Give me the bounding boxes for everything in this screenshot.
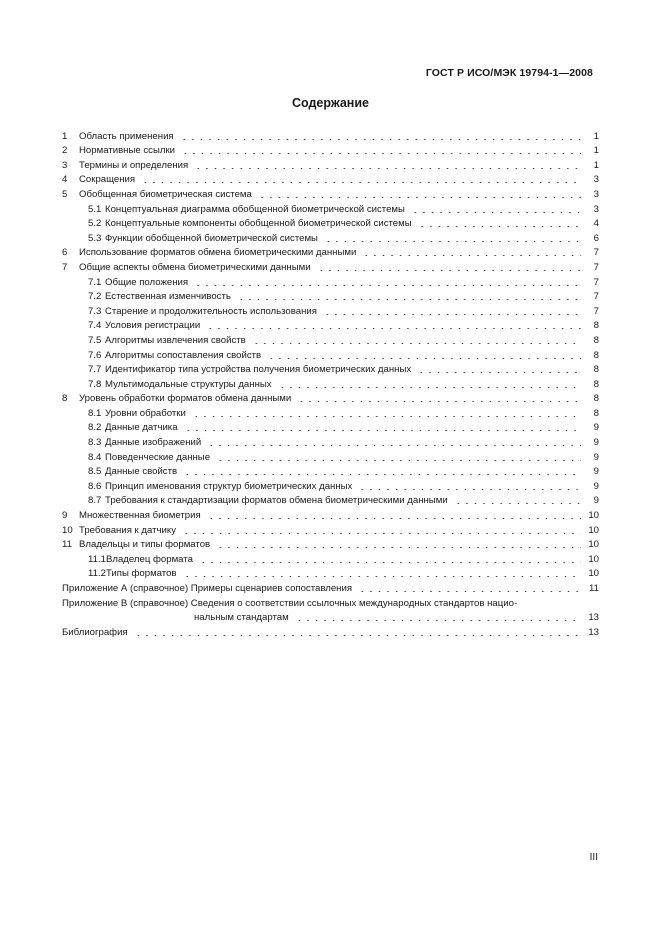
toc-entry-number: 5 bbox=[62, 188, 68, 200]
dot-leader bbox=[417, 372, 581, 373]
toc-entry-title: Идентификатор типа устройства получения биометрических данных bbox=[105, 364, 412, 376]
toc-entry-number: 8.7 bbox=[88, 495, 102, 507]
toc-entry-number: 2 bbox=[62, 145, 68, 157]
toc-entry-page: 8 bbox=[593, 393, 599, 405]
dot-leader bbox=[411, 212, 581, 213]
toc-entry[interactable] bbox=[62, 434, 599, 449]
toc-entry-number: 7.3 bbox=[88, 305, 102, 317]
dot-leader bbox=[358, 591, 581, 592]
toc-entry-page: 8 bbox=[593, 349, 599, 361]
toc-entry-number: 5.2 bbox=[88, 218, 102, 230]
toc-entry-number: 1 bbox=[62, 130, 68, 142]
dot-leader bbox=[184, 430, 581, 431]
toc-entry[interactable] bbox=[62, 186, 599, 201]
toc-entry-title: Условия регистрации bbox=[105, 320, 201, 332]
document-header: ГОСТ Р ИСО/МЭК 19794-1—2008 bbox=[425, 67, 593, 79]
toc-entry[interactable] bbox=[62, 318, 599, 333]
toc-entry[interactable] bbox=[62, 216, 599, 231]
toc-entry-number: 9 bbox=[62, 510, 68, 522]
toc-entry-page: 9 bbox=[593, 480, 599, 492]
toc-entry[interactable] bbox=[62, 478, 599, 493]
toc-entry-number: 7 bbox=[62, 261, 68, 273]
toc-entry-page: 4 bbox=[593, 218, 599, 230]
toc-entry[interactable] bbox=[62, 405, 599, 420]
toc-entry-number: 7.6 bbox=[88, 349, 102, 361]
dot-leader bbox=[207, 518, 581, 519]
dot-leader bbox=[207, 445, 581, 446]
toc-entry-page: 9 bbox=[593, 466, 599, 478]
toc-entry-number: 6 bbox=[62, 247, 68, 259]
dot-leader bbox=[216, 460, 581, 461]
toc-entry-title: Сокращения bbox=[79, 174, 136, 186]
toc-entry[interactable] bbox=[62, 172, 599, 187]
toc-entry-page: 3 bbox=[593, 203, 599, 215]
dot-leader bbox=[216, 547, 581, 548]
toc-entry[interactable] bbox=[62, 289, 599, 304]
toc-entry-title: Множественная биометрия bbox=[79, 510, 201, 522]
toc-entry-page: 9 bbox=[593, 437, 599, 449]
toc-entry-title: Общие аспекты обмена биометрическими данными bbox=[79, 261, 311, 273]
dot-leader bbox=[358, 489, 581, 490]
toc-entry[interactable] bbox=[62, 347, 599, 362]
toc-entry-number: 11 bbox=[62, 539, 72, 551]
toc-entry-title-continued: нальным стандартам bbox=[194, 612, 289, 624]
dot-leader bbox=[237, 299, 581, 300]
dot-leader bbox=[258, 197, 581, 198]
toc-entry-title: Алгоритмы извлечения свойств bbox=[105, 334, 246, 346]
toc-entry-page: 1 bbox=[593, 145, 599, 157]
toc-entry-number: 8.3 bbox=[88, 437, 102, 449]
toc-entry-number: 4 bbox=[62, 174, 68, 186]
toc-entry[interactable] bbox=[62, 551, 599, 566]
dot-leader bbox=[192, 416, 581, 417]
toc-entry-page: 6 bbox=[593, 232, 599, 244]
toc-entry-title: Обобщенная биометрическая система bbox=[79, 188, 252, 200]
toc-entry[interactable] bbox=[62, 303, 599, 318]
toc-entry[interactable] bbox=[62, 624, 599, 639]
toc-entry-page: 8 bbox=[593, 320, 599, 332]
toc-entry[interactable] bbox=[62, 580, 599, 595]
toc-entry-page: 10 bbox=[588, 510, 599, 522]
toc-entry-page: 9 bbox=[593, 495, 599, 507]
toc-entry-line bbox=[62, 595, 599, 610]
dot-leader bbox=[323, 314, 581, 315]
toc-entry-page: 7 bbox=[593, 276, 599, 288]
toc-entry-number: 7.1 bbox=[88, 276, 102, 288]
toc-entry-title: Концептуальные компоненты обобщенной биометрической системы bbox=[105, 218, 412, 230]
toc-entry-title: Функции обобщенной биометрической системы bbox=[105, 232, 318, 244]
toc-entry-page: 8 bbox=[593, 334, 599, 346]
toc-entry-title: Алгоритмы сопоставления свойств bbox=[105, 349, 262, 361]
dot-leader bbox=[295, 620, 581, 621]
toc-entry[interactable] bbox=[62, 464, 599, 479]
toc-entry-title: Требования к датчику bbox=[79, 524, 176, 536]
dot-leader bbox=[324, 241, 581, 242]
dot-leader bbox=[206, 328, 581, 329]
toc-entry[interactable] bbox=[62, 259, 599, 274]
page-number: III bbox=[589, 852, 598, 863]
toc-entry-number: 7.4 bbox=[88, 320, 102, 332]
toc-entry-page: 13 bbox=[588, 626, 599, 638]
toc-entry[interactable] bbox=[62, 493, 599, 508]
toc-entry-page: 10 bbox=[588, 568, 599, 580]
toc-entry-page: 3 bbox=[593, 174, 599, 186]
toc-entry[interactable] bbox=[62, 537, 599, 552]
table-of-contents bbox=[62, 128, 599, 639]
toc-entry[interactable] bbox=[62, 507, 599, 522]
toc-entry-title: Использование форматов обмена биометрическими данными bbox=[79, 247, 357, 259]
toc-entry-page: 10 bbox=[588, 524, 599, 536]
toc-entry-page: 7 bbox=[593, 305, 599, 317]
toc-entry-number: 8.2 bbox=[88, 422, 102, 434]
toc-entry-line bbox=[62, 610, 599, 625]
toc-entry-title: Приложение В (справочное) Сведения о соответствии ссылочных международных стандартов нацио- bbox=[62, 597, 518, 609]
toc-entry-number: 11.2 bbox=[88, 568, 106, 580]
toc-entry-page: 10 bbox=[588, 539, 599, 551]
toc-entry[interactable] bbox=[62, 391, 599, 406]
toc-entry-page: 9 bbox=[593, 422, 599, 434]
toc-entry-page: 7 bbox=[593, 261, 599, 273]
dot-leader bbox=[317, 270, 581, 271]
toc-entry-title: Мультимодальные структуры данных bbox=[105, 378, 272, 390]
toc-entry-number: 7.2 bbox=[88, 291, 102, 303]
toc-entry[interactable] bbox=[62, 420, 599, 435]
dot-leader bbox=[194, 285, 581, 286]
toc-entry-page: 7 bbox=[593, 291, 599, 303]
toc-entry-page: 1 bbox=[593, 130, 599, 142]
toc-entry-page: 10 bbox=[588, 553, 599, 565]
toc-entry-title: Концептуальная диаграмма обобщенной биометрической системы bbox=[105, 203, 405, 215]
dot-leader bbox=[418, 226, 581, 227]
toc-entry-number: 11.1 bbox=[88, 553, 106, 565]
dot-leader bbox=[134, 635, 581, 636]
toc-entry[interactable] bbox=[62, 362, 599, 377]
dot-leader bbox=[182, 533, 581, 534]
toc-entry[interactable] bbox=[62, 522, 599, 537]
dot-leader bbox=[278, 387, 581, 388]
toc-entry-number: 7.7 bbox=[88, 364, 102, 376]
toc-entry-number: 8.4 bbox=[88, 451, 102, 463]
toc-entry-page: 9 bbox=[593, 451, 599, 463]
toc-entry-title: Принцип именования структур биометрических данных bbox=[105, 480, 353, 492]
dot-leader bbox=[297, 401, 581, 402]
toc-entry[interactable] bbox=[62, 274, 599, 289]
toc-entry[interactable] bbox=[62, 595, 599, 624]
toc-entry-number: 8.1 bbox=[88, 407, 102, 419]
dot-leader bbox=[180, 139, 581, 140]
toc-entry-title: Область применения bbox=[79, 130, 174, 142]
toc-entry-page: 11 bbox=[589, 583, 599, 594]
dot-leader bbox=[267, 358, 581, 359]
toc-entry-title: Уровень обработки форматов обмена данными bbox=[79, 393, 292, 405]
toc-entry-page: 8 bbox=[593, 378, 599, 390]
toc-entry-number: 5.1 bbox=[88, 203, 102, 215]
toc-entry[interactable] bbox=[62, 566, 599, 581]
toc-entry-title: Данные датчика bbox=[105, 422, 178, 434]
toc-entry[interactable] bbox=[62, 449, 599, 464]
toc-entry-title: Данные изображений bbox=[105, 437, 202, 449]
toc-entry-title: Данные свойств bbox=[105, 466, 178, 478]
toc-entry-title: Владельцы и типы форматов bbox=[79, 539, 211, 551]
toc-entry-number: 10 bbox=[62, 524, 73, 536]
toc-entry-number: 8 bbox=[62, 393, 68, 405]
toc-entry-title: Поведенческие данные bbox=[105, 451, 211, 463]
toc-entry-page: 7 bbox=[593, 247, 599, 259]
toc-entry-title: Библиография bbox=[62, 626, 128, 638]
toc-entry-title: Нормативные ссылки bbox=[79, 145, 176, 157]
toc-entry-page: 8 bbox=[593, 407, 599, 419]
toc-entry-title: Термины и определения bbox=[79, 159, 189, 171]
toc-entry[interactable] bbox=[62, 230, 599, 245]
toc-entry-number: 7.5 bbox=[88, 334, 102, 346]
toc-entry-title: Общие положения bbox=[105, 276, 189, 288]
dot-leader bbox=[181, 153, 581, 154]
toc-entry[interactable] bbox=[62, 143, 599, 158]
toc-entry-number: 3 bbox=[62, 159, 68, 171]
toc-entry-title: Старение и продолжительность использования bbox=[105, 305, 317, 317]
toc-entry[interactable] bbox=[62, 332, 599, 347]
toc-entry-number: 7.8 bbox=[88, 378, 102, 390]
toc-entry-number: 5.3 bbox=[88, 232, 102, 244]
toc-entry-page: 13 bbox=[588, 612, 599, 624]
toc-entry-page: 3 bbox=[593, 188, 599, 200]
dot-leader bbox=[183, 474, 581, 475]
dot-leader bbox=[362, 255, 581, 256]
dot-leader bbox=[454, 503, 581, 504]
dot-leader bbox=[199, 562, 581, 563]
toc-entry-title: Требования к стандартизации форматов обмена биометрическими данными bbox=[105, 495, 448, 507]
dot-leader bbox=[183, 576, 581, 577]
toc-title: Содержание bbox=[291, 96, 369, 110]
toc-entry[interactable] bbox=[62, 201, 599, 216]
toc-entry-title: Приложение А (справочное) Примеры сценариев сопоставления bbox=[62, 583, 353, 594]
toc-entry-page: 1 bbox=[593, 159, 599, 171]
toc-entry-title: Естественная изменчивость bbox=[105, 291, 231, 303]
toc-entry-title: Владелец формата bbox=[105, 553, 193, 565]
toc-entry[interactable] bbox=[62, 128, 599, 143]
dot-leader bbox=[141, 182, 581, 183]
toc-entry-title: Типы форматов bbox=[105, 568, 177, 580]
toc-entry-title: Уровни обработки bbox=[105, 407, 186, 419]
dot-leader bbox=[252, 343, 581, 344]
dot-leader bbox=[194, 168, 581, 169]
toc-entry[interactable] bbox=[62, 376, 599, 391]
toc-entry[interactable] bbox=[62, 157, 599, 172]
toc-entry-page: 8 bbox=[593, 364, 599, 376]
toc-entry-number: 8.5 bbox=[88, 466, 102, 478]
toc-entry-number: 8.6 bbox=[88, 480, 102, 492]
toc-entry[interactable] bbox=[62, 245, 599, 260]
